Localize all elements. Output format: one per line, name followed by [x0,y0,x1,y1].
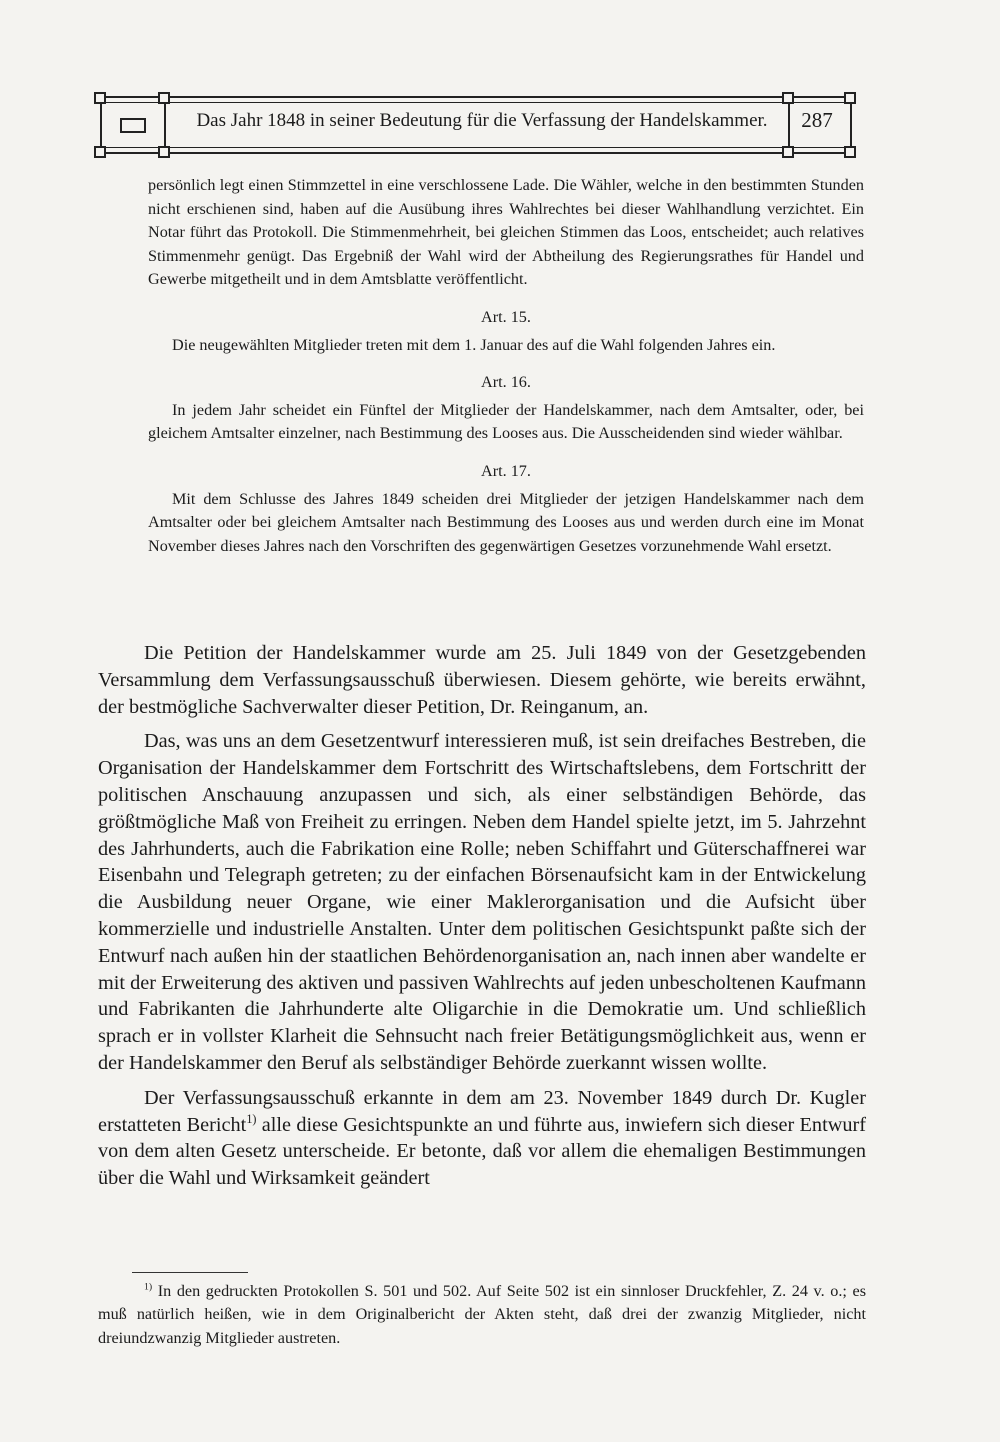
article-heading: Art. 15. [481,307,531,326]
footnote [98,1280,866,1350]
running-header [96,96,856,154]
header-corner-ornament [158,92,170,104]
header-rectangle-ornament-icon [120,118,146,133]
article-heading: Art. 16. [481,373,531,392]
footnote-paragraph [98,1280,866,1350]
article-text: Die neugewählten Mitglieder treten mit dem 1. Januar des auf die Wahl folgenden Jahres ein. [172,335,776,354]
header-corner-ornament [782,92,794,104]
body-text-segment: Der Verfassungsausschuß erkannte in dem am 23. November 1849 durch Dr. Kugler erstatteten Bericht [98,1086,866,1136]
body-text [98,640,866,1200]
header-rule-bottom [96,152,856,154]
header-corner-ornament [94,146,106,158]
header-rule-bottom-inner [96,147,856,148]
header-corner-ornament [844,146,856,158]
body-paragraph: Die Petition der Handelskammer wurde am 25. Juli 1849 von der Gesetzgebenden Versammlung dem Verfassungsausschuß überwiesen. Diesem gehörte, wie bereits erwähnt, der bestmögliche Sachverwalter dieser Petition, Dr. Reinganum, an. [98,642,866,718]
footnote-marker: 1) [144,1281,153,1293]
header-corner-ornament [158,146,170,158]
article-text: In jedem Jahr scheidet ein Fünftel der Mitglieder der Handelskammer, nach dem Amtsalter, oder, bei gleichem Amtsalter einzelner, nach Bestimmung des Looses aus. Die Ausscheidenden sind wieder wählbar. [148,400,864,443]
footnote-separator [132,1272,248,1273]
body-paragraph [98,1085,866,1192]
header-rule-top-inner [96,102,856,103]
header-rule-top [96,96,856,98]
header-corner-ornament [844,92,856,104]
body-paragraph: Das, was uns an dem Gesetzentwurf interessieren muß, ist sein dreifaches Bestreben, die Organisation der Handelskammer dem Fortschritt des Wirtschaftslebens, dem Fortschritt der politischen Anschauung anzupassen und sich, als einer selbständigen Behörde, das größtmögliche Maß von Freiheit zu erringen. Neben dem Handel spielte jetzt, im 5. Jahrzehnt des Jahrhunderts, auch die Fabrikation eine Rolle; neben Schiffahrt und Güterschaffnerei war Eisenbahn und Telegraph getreten; zu der einfachen Börsenaufsicht kam in der Entwickelung die Ausbildung neuer Organe, wie einer Maklerorganisation und die Aufsicht über kommerzielle und industrielle Anstalten. Unter dem politischen Gesichtspunkt paßte sich der Entwurf nach außen hin der staatlichen Behördenorganisation an, nach innen aber wandelte er mit der Erweiterung des aktiven und passiven Wahlrechts auf jeden unbescholtenen Kaufmann und Fabrikanten die Jahrhunderte alte Oligarchie in die Demokratie um. Und schließlich sprach er in vollster Klarheit die Sehnsucht nach freier Betätigungsmöglichkeit aus, wenn er der Handelskammer den Beruf als selbständiger Behörde zuerkannt wissen wollte. [98,730,866,1074]
body-text-segment: alle diese Gesichtspunkte an und führte aus, inwiefern sich dieser Entwurf von dem alten Gesetz unterscheide. Er betonte, daß vor allem die ehemaligen Bestimmungen über die Wahl und Wirksamkeit geändert [98,1113,866,1190]
footnote-text: In den gedruckten Protokollen S. 501 und 502. Auf Seite 502 ist ein sinnloser Druckfehler, Z. 24 v. o.; es muß natürlich heißen, wie in dem Originalbericht der Akten steht, daß drei der zwanzig Mitglieder, nicht dreiundzwanzig Mitglieder austreten. [98,1282,866,1347]
running-title: Das Jahr 1848 in seiner Bedeutung für die Verfassung der Handelskammer. [196,110,768,131]
article-heading: Art. 17. [481,461,531,480]
law-paragraph-continued: persönlich legt einen Stimmzettel in eine verschlossene Lade. Die Wähler, welche in den bestimmten Stunden nicht erschienen sind, haben auf die Ausübung ihres Wahlrechtes bei dieser Wahlhandlung verzichtet. Ein Notar führt das Protokoll. Die Stimmenmehrheit, bei gleichen Stimmen das Loos, entscheidet; auch relatives Stimmenmehr genügt. Das Ergebniß der Wahl wird der Abtheilung des Regierungsrathes für Handel und Gewerbe mitgetheilt und in dem Amtsblatte veröffentlicht. [148,176,864,289]
law-text-block [148,174,864,558]
page-number: 287 [801,108,833,132]
footnote-reference[interactable]: 1) [246,1111,257,1126]
header-corner-ornament [782,146,794,158]
header-corner-ornament [94,92,106,104]
article-text: Mit dem Schlusse des Jahres 1849 scheiden drei Mitglieder der jetzigen Handelskammer nach dem Amtsalter oder bei gleichem Amtsalter nach Bestimmung des Looses aus und werden durch eine im Monat November dieses Jahres nach den Vorschriften des gegenwärtigen Gesetzes vorzunehmende Wahl ersetzt. [148,489,864,555]
